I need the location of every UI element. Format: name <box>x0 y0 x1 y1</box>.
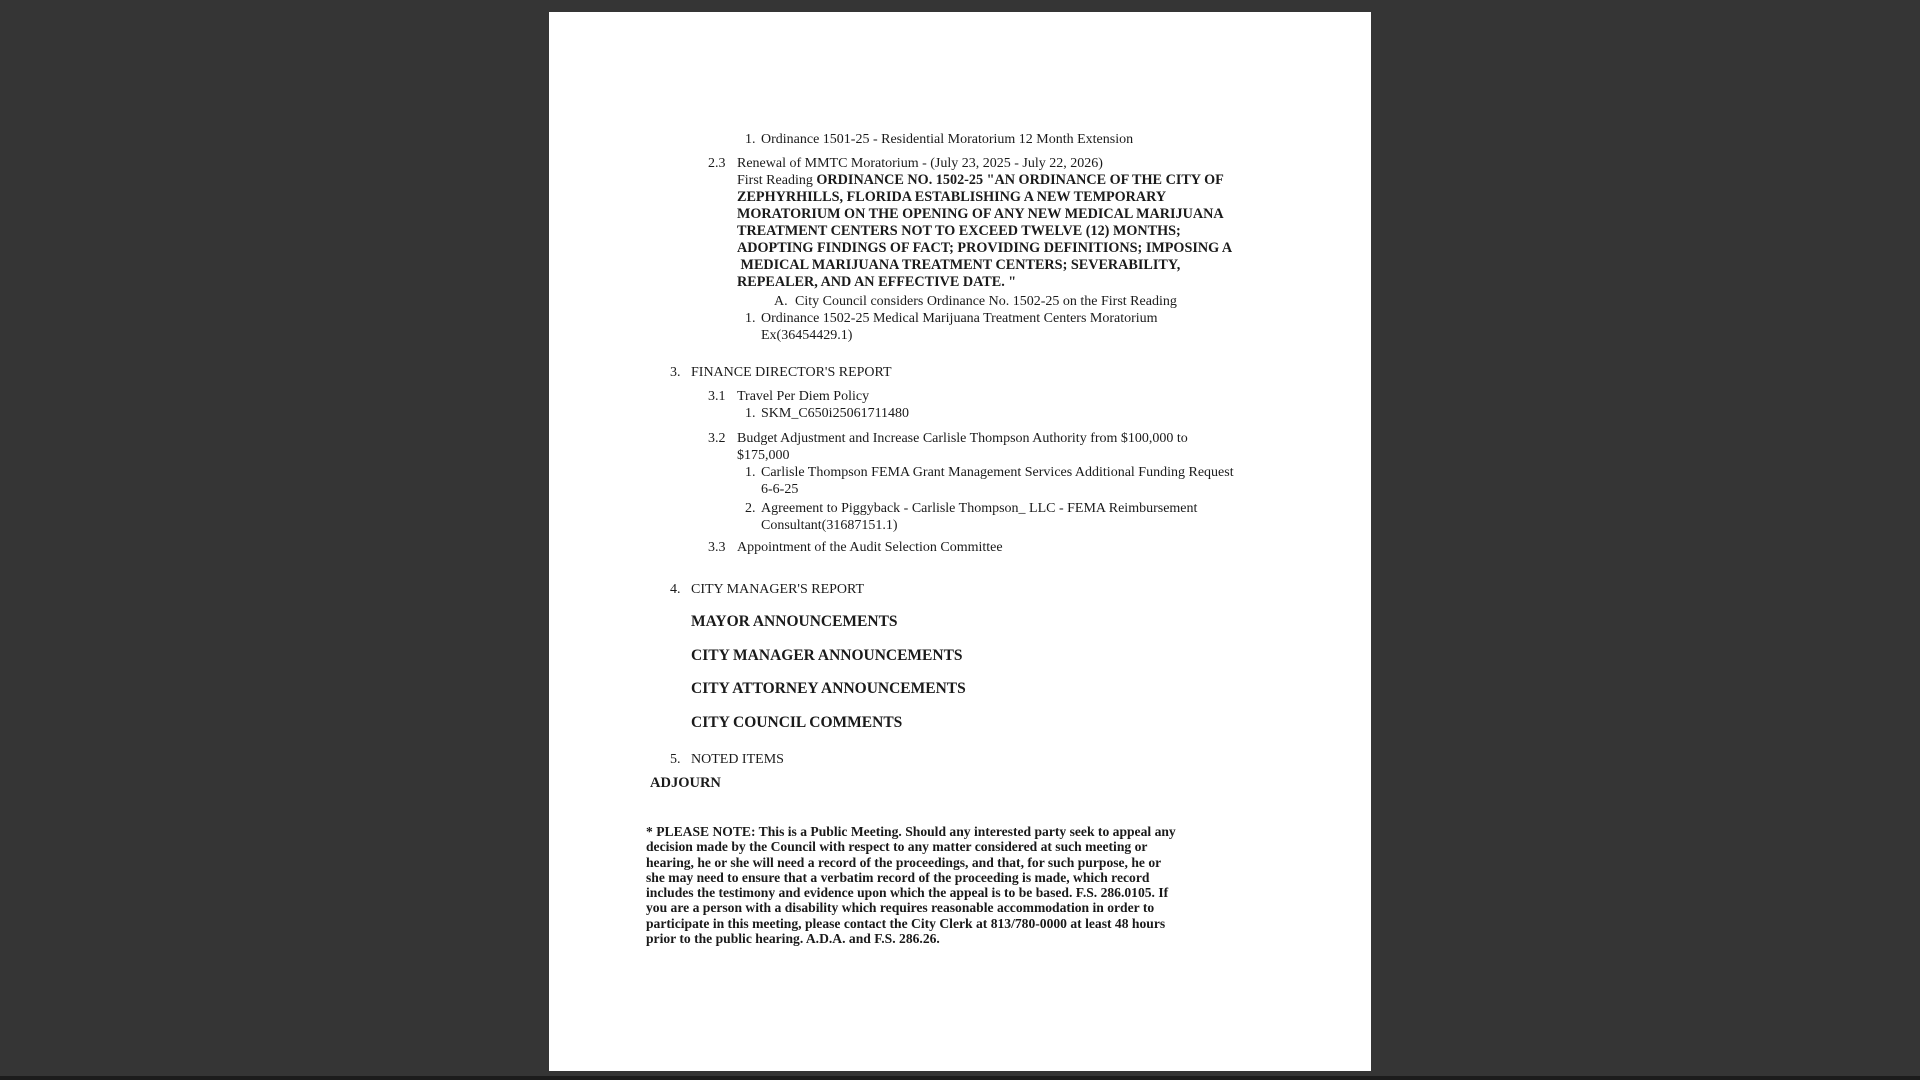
ordinance-line: MEDICAL MARIJUANA TREATMENT CENTERS; SEVERABILITY, <box>737 257 1181 273</box>
title-line: Budget Adjustment and Increase Carlisle Thompson Authority from $100,000 to <box>737 431 1188 446</box>
ordinance-line: REPEALER, AND AN EFFECTIVE DATE. " <box>737 274 1017 290</box>
announcement-heading: CITY MANAGER ANNOUNCEMENTS <box>691 647 963 664</box>
attachment-line: Agreement to Piggyback - Carlisle Thompson_ LLC - FEMA Reimbursement <box>761 501 1198 516</box>
reading-prefix: First Reading <box>737 173 813 188</box>
announcement-heading: CITY ATTORNEY ANNOUNCEMENTS <box>691 680 966 697</box>
item-number: 1. <box>745 465 756 480</box>
notice-line: prior to the public hearing. A.D.A. and F.S. 286.26. <box>646 931 940 947</box>
item-number: 2.3 <box>708 156 726 171</box>
agenda-item-title: Renewal of MMTC Moratorium - (July 23, 2025 - July 22, 2026) <box>737 156 1103 171</box>
viewer-bottom-edge <box>0 1076 1920 1080</box>
item-number: 2. <box>745 501 756 516</box>
section-number: 4. <box>670 582 681 597</box>
attachment-line: 6-6-25 <box>761 482 799 497</box>
agenda-item-title <box>737 430 1188 464</box>
announcement-heading: CITY COUNCIL COMMENTS <box>691 714 903 731</box>
attachment-link[interactable] <box>761 464 1234 498</box>
notice-line: participate in this meeting, please contact the City Clerk at 813/780-0000 at least 48 hours <box>646 915 1166 931</box>
notice-line: hearing, he or she will need a record of the proceedings, and that, for such purpose, he or <box>646 854 1162 870</box>
attachment-line: Consultant(31687151.1) <box>761 518 898 533</box>
attachment-line: Ex(36454429.1) <box>761 328 853 343</box>
item-number: 1. <box>745 132 756 147</box>
item-number: 1. <box>745 406 756 421</box>
document-page <box>549 12 1371 1071</box>
title-line: $175,000 <box>737 448 790 463</box>
attachment-line: Ordinance 1502-25 Medical Marijuana Treatment Centers Moratorium <box>761 311 1158 326</box>
notice-line: decision made by the Council with respect to any matter considered at such meeting or <box>646 839 1148 855</box>
attachment-link[interactable]: SKM_C650i25061711480 <box>761 406 910 421</box>
item-number: 3.1 <box>708 389 726 404</box>
action-letter: A. <box>774 294 788 309</box>
section-title: FINANCE DIRECTOR'S REPORT <box>691 365 892 380</box>
ordinance-line: ZEPHYRHILLS, FLORIDA ESTABLISHING A NEW TEMPORARY <box>737 189 1167 205</box>
item-number: 3.3 <box>708 540 726 555</box>
notice-line: she may need to ensure that a verbatim record of the proceeding is made, which record <box>646 869 1150 885</box>
announcement-heading: MAYOR ANNOUNCEMENTS <box>691 613 898 630</box>
notice-line: * PLEASE NOTE: This is a Public Meeting. Should any interested party seek to appeal any <box>646 824 1176 839</box>
item-number: 1. <box>745 311 756 326</box>
ordinance-line: TREATMENT CENTERS NOT TO EXCEED TWELVE (12) MONTHS; <box>737 223 1181 239</box>
section-title: CITY MANAGER'S REPORT <box>691 582 865 597</box>
section-title: NOTED ITEMS <box>691 752 784 767</box>
item-number: 3.2 <box>708 431 726 446</box>
ordinance-block <box>737 172 1232 291</box>
section-number: 5. <box>670 752 681 767</box>
notice-line: you are a person with a disability which requires reasonable accommodation in order to <box>646 900 1155 916</box>
notice-line: includes the testimony and evidence upon which the appeal is to be based. F.S. 286.0105. If <box>646 885 1169 901</box>
adjourn-heading: ADJOURN <box>650 775 721 791</box>
action-text: City Council considers Ordinance No. 1502-25 on the First Reading <box>795 294 1177 309</box>
public-meeting-notice <box>646 824 1176 946</box>
ordinance-line: MORATORIUM ON THE OPENING OF ANY NEW MEDICAL MARIJUANA <box>737 206 1224 222</box>
attachment-link[interactable]: Ordinance 1501-25 - Residential Moratorium 12 Month Extension <box>761 132 1134 147</box>
section-number: 3. <box>670 365 681 380</box>
agenda-item-title: Appointment of the Audit Selection Committee <box>737 540 1003 555</box>
list-item <box>745 131 756 148</box>
ordinance-line: ORDINANCE NO. 1502-25 "AN ORDINANCE OF THE CITY OF <box>816 172 1224 188</box>
attachment-link[interactable] <box>761 310 1158 344</box>
attachment-link[interactable] <box>761 500 1197 534</box>
agenda-item-title: Travel Per Diem Policy <box>737 389 870 404</box>
attachment-line: Carlisle Thompson FEMA Grant Management Services Additional Funding Request <box>761 465 1234 480</box>
ordinance-line: ADOPTING FINDINGS OF FACT; PROVIDING DEFINITIONS; IMPOSING A <box>737 240 1233 256</box>
